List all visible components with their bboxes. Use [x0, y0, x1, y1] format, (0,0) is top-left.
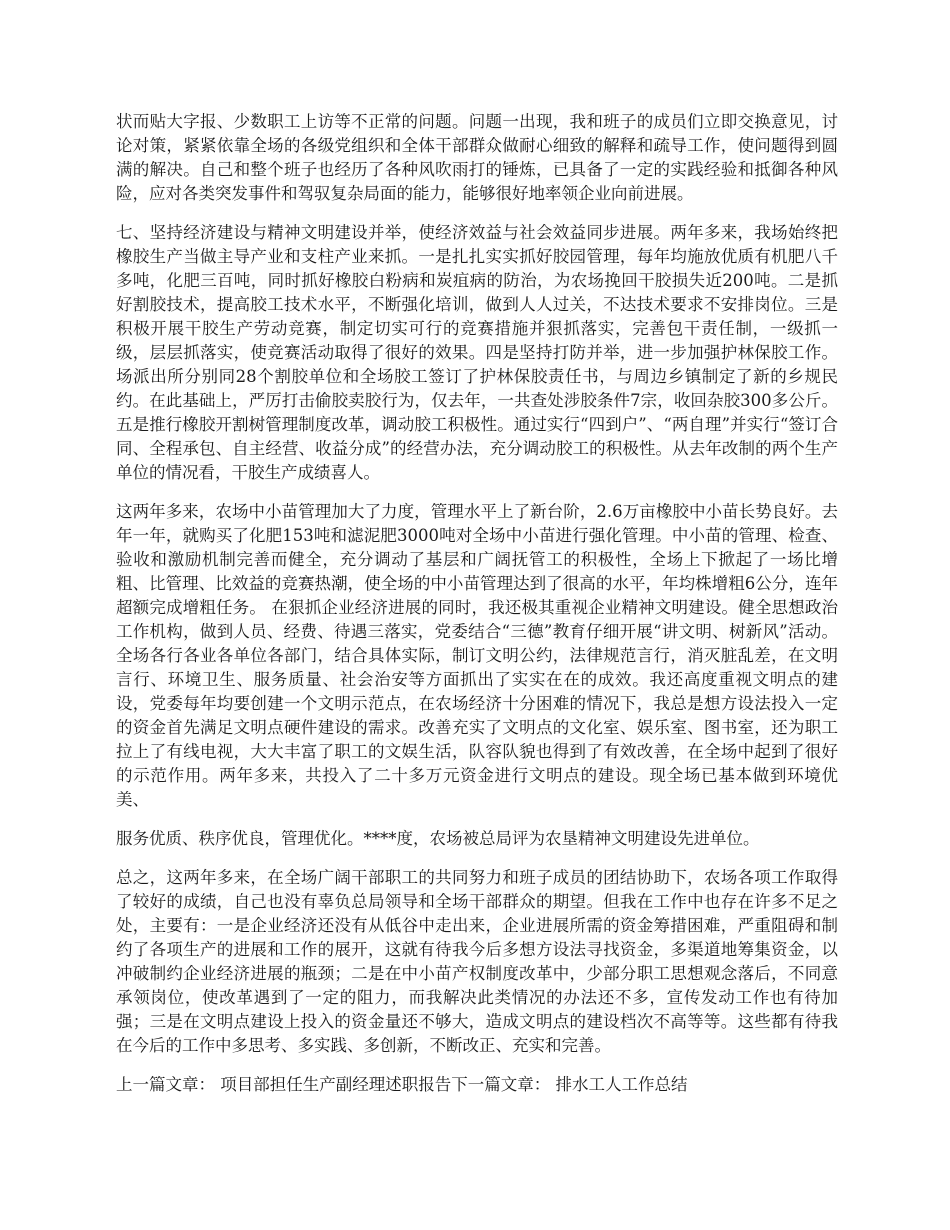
document-body — [116, 110, 838, 1097]
paragraph-3: 这两年多来，农场中小苗管理加大了力度，管理水平上了新台阶，2.6万亩橡胶中小苗长势良好。去年一年，就购买了化肥153吨和滤泥肥3000吨对全场中小苗进行强化管理。中小苗的管理、检查、验收和激励机制完善而健全，充分调动了基层和广阔抚管工的积极性，全场上下掀起了一场比增粗、比管理、比效益的竞赛热潮，使全场的中小苗管理达到了很高的水平，年均株增粗6公分，连年超额完成增粗任务。 在狠抓企业经济进展的同时，我还极其重视企业精神文明建设。健全思想政治工作机构，做到人员、经费、待遇三落实，党委结合“三德”教育仔细开展“讲文明、树新风”活动。全场各行各业各单位各部门，结合具体实际，制订文明公约，法律规范言行，消灭脏乱差，在文明言行、环境卫生、服务质量、社会治安等方面抓出了实实在在的成效。我还高度重视文明点的建设，党委每年均要创建一个文明示范点，在农场经济十分困难的情况下，我总是想方设法投入一定的资金首先满足文明点硬件建设的需求。改善充实了文明点的文化室、娱乐室、图书室，还为职工拉上了有线电视，大大丰富了职工的文娱生活，队容队貌也得到了有效改善，在全场中起到了很好的示范作用。两年多来，共投入了二十多万元资金进行文明点的建设。现全场已基本做到环境优美、 — [116, 502, 838, 809]
paragraph-5: 总之，这两年多来，在全场广阔干部职工的共同努力和班子成员的团结协助下，农场各项工作取得了较好的成绩，自己也没有辜负总局领导和全场干部群众的期望。但我在工作中也存在许多不足之处，主要有：一是企业经济还没有从低谷中走出来，企业进展所需的资金筹措困难，严重阻碍和制约了各项生产的进展和工作的展开，这就有待我今后多想方设法寻找资金，多渠道地筹集资金，以冲破制约企业经济进展的瓶颈；二是在中小苗产权制度改革中，少部分职工思想观念落后，不同意承领岗位，使改革遇到了一定的阻力，而我解决此类情况的办法还不多，宣传发动工作也有待加强；三是在文明点建设上投入的资金量还不够大，造成文明点的建设档次不高等等。这些都有待我在今后的工作中多思考、多实践、多创新，不断改正、充实和完善。 — [116, 868, 838, 1055]
prev-article-link[interactable]: 项目部担任生产副经理述职报告 — [220, 1075, 452, 1094]
next-article-link[interactable]: 排水工人工作总结 — [555, 1075, 688, 1094]
article-navigation — [116, 1073, 838, 1097]
paragraph-2: 七、坚持经济建设与精神文明建设并举，使经济效益与社会效益同步进展。两年多来，我场始终把橡胶生产当做主导产业和支柱产业来抓。一是扎扎实实抓好胶园管理，每年均施放优质有机肥八千多吨，化肥三百吨，同时抓好橡胶白粉病和炭疽病的防治，为农场挽回干胶损失近200吨。二是抓好割胶技术，提高胶工技术水平，不断强化培训，做到人人过关，不达技术要求不安排岗位。三是积极开展干胶生产劳动竞赛，制定切实可行的竞赛措施并狠抓落实，完善包干责任制，一级抓一级，层层抓落实，使竞赛活动取得了很好的效果。四是坚持打防并举，进一步加强护林保胶工作。场派出所分别同28个割胶单位和全场胶工签订了护林保胶责任书，与周边乡镇制定了新的乡规民约。在此基础上，严厉打击偷胶卖胶行为，仅去年，一共查处涉胶条件7宗，收回杂胶300多公斤。五是推行橡胶开割树管理制度改革，调动胶工积极性。通过实行“四到户”、“两自理”并实行“签订合同、全程承包、自主经营、收益分成”的经营办法，充分调动胶工的积极性。从去年改制的两个生产单位的情况看，干胶生产成绩喜人。 — [116, 223, 838, 482]
prev-article-label: 上一篇文章： — [116, 1075, 215, 1094]
paragraph-1: 状而贴大字报、少数职工上访等不正常的问题。问题一出现，我和班子的成员们立即交换意见，讨论对策，紧紧依靠全场的各级党组织和全体干部群众做耐心细致的解释和疏导工作，使问题得到圆满的解决。自己和整个班子也经历了各种风吹雨打的锤炼，已具备了一定的实践经验和抵御各种风险，应对各类突发事件和驾驭复杂局面的能力，能够很好地率领企业向前进展。 — [116, 112, 838, 203]
next-article-label: 下一篇文章： — [451, 1075, 551, 1094]
paragraph-4: 服务优质、秩序优良，管理优化。****度，农场被总局评为农垦精神文明建设先进单位。 — [116, 829, 760, 848]
